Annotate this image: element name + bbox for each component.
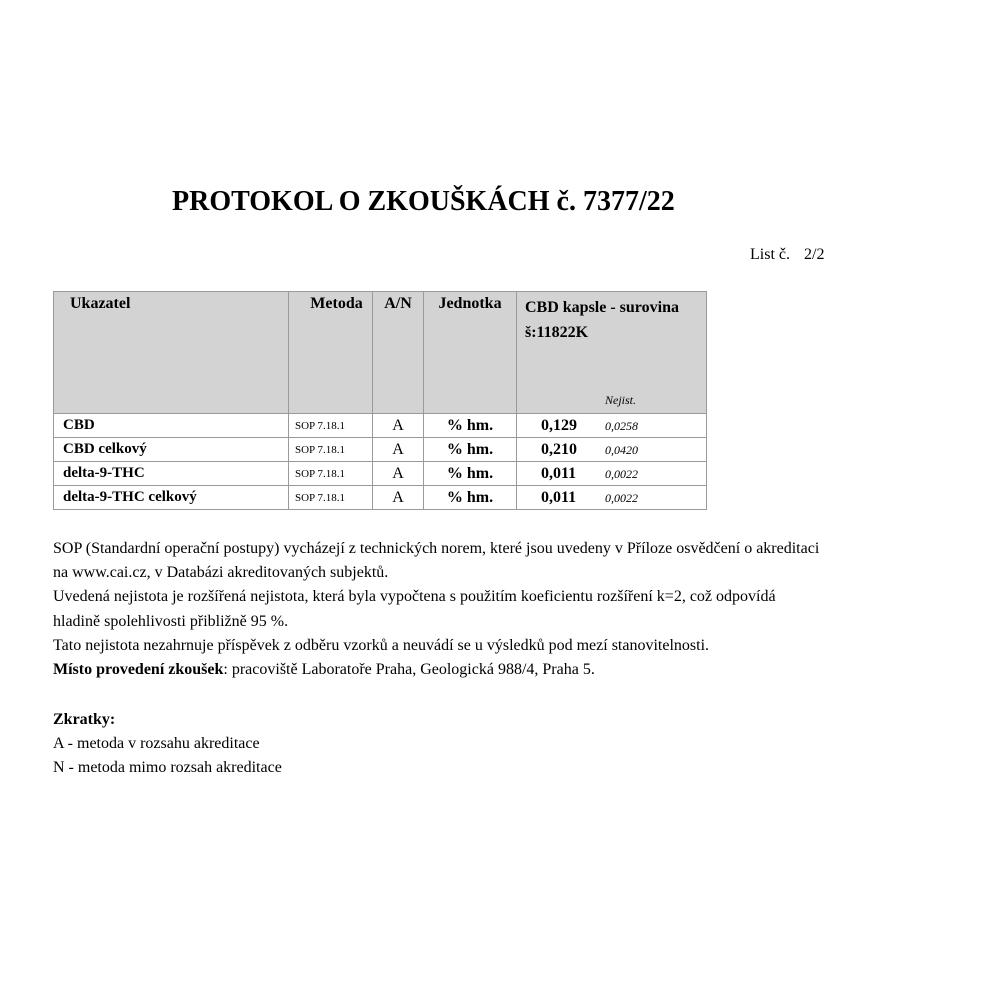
table-header-row: [54, 292, 707, 414]
row-an: A: [373, 438, 424, 462]
row-result: [517, 486, 707, 510]
row-unit: % hm.: [424, 462, 517, 486]
sheet-label: List č.: [750, 246, 790, 263]
header-sample-line2: š:11822K: [525, 324, 589, 341]
abbreviation-a: A - metoda v rozsahu akreditace: [53, 735, 260, 753]
row-uncertainty: 0,0420: [605, 442, 638, 457]
row-name: delta-9-THC celkový: [54, 486, 289, 510]
row-uncertainty: 0,0258: [605, 418, 638, 433]
note-uncertainty-line3: Tato nejistota nezahrnuje příspěvek z odběru vzorků a neuvádí se u výsledků pod mezí stanovitelnosti.: [53, 636, 710, 654]
row-unit: % hm.: [424, 486, 517, 510]
abbreviation-n: N - metoda mimo rozsah akreditace: [53, 759, 282, 777]
row-value: 0,011: [541, 488, 577, 506]
header-uncertainty-label: Nejist.: [605, 393, 637, 407]
row-unit: % hm.: [424, 438, 517, 462]
row-value: 0,210: [541, 440, 577, 458]
row-value: 0,011: [541, 464, 577, 482]
table-row: [54, 414, 707, 438]
note-location: [53, 658, 953, 682]
row-name: delta-9-THC: [54, 462, 289, 486]
abbreviations-heading: Zkratky:: [53, 711, 116, 728]
header-ukazatel: Ukazatel: [54, 292, 289, 414]
row-an: A: [373, 486, 424, 510]
row-unit: % hm.: [424, 414, 517, 438]
table-row: [54, 438, 707, 462]
note-uncertainty-line2: hladině spolehlivosti přibližně 95 %.: [53, 612, 289, 630]
table-row: [54, 486, 707, 510]
row-name: CBD celkový: [54, 438, 289, 462]
row-uncertainty: 0,0022: [605, 466, 638, 481]
row-result: [517, 438, 707, 462]
location-text: : pracoviště Laboratoře Praha, Geologická 988/4, Praha 5.: [223, 661, 595, 679]
row-result: [517, 414, 707, 438]
header-an: A/N: [373, 292, 424, 414]
row-an: A: [373, 462, 424, 486]
sheet-number: 2/2: [804, 246, 825, 263]
document-title: PROTOKOL O ZKOUŠKÁCH č. 7377/22: [172, 186, 675, 217]
abbreviations-section: [53, 708, 653, 781]
note-sop-line1: SOP (Standardní operační postupy) vycházejí z technických norem, které jsou uvedeny v Příloze osvědčení o akreditaci: [53, 540, 820, 557]
row-method: SOP 7.18.1: [289, 462, 373, 486]
row-method: SOP 7.18.1: [289, 438, 373, 462]
note-sop-line2: na www.cai.cz, v Databázi akreditovaných subjektů.: [53, 564, 389, 582]
header-metoda: Metoda: [289, 292, 373, 414]
header-sample-line1: CBD kapsle - surovina: [525, 299, 679, 316]
row-method: SOP 7.18.1: [289, 414, 373, 438]
location-label: Místo provedení zkoušek: [53, 661, 224, 679]
table-row: [54, 462, 707, 486]
sheet-indicator: [750, 246, 824, 264]
row-method: SOP 7.18.1: [289, 486, 373, 510]
row-an: A: [373, 414, 424, 438]
row-value: 0,129: [541, 416, 577, 434]
row-result: [517, 462, 707, 486]
row-name: CBD: [54, 414, 289, 438]
notes-section: [53, 537, 953, 682]
header-sample: [517, 292, 707, 414]
header-jednotka: Jednotka: [424, 292, 517, 414]
row-uncertainty: 0,0022: [605, 490, 638, 505]
results-table: [53, 291, 707, 510]
note-uncertainty-line1: Uvedená nejistota je rozšířená nejistota, která byla vypočtena s použitím koeficientu rozšíření k=2, což odpovídá: [53, 588, 776, 606]
